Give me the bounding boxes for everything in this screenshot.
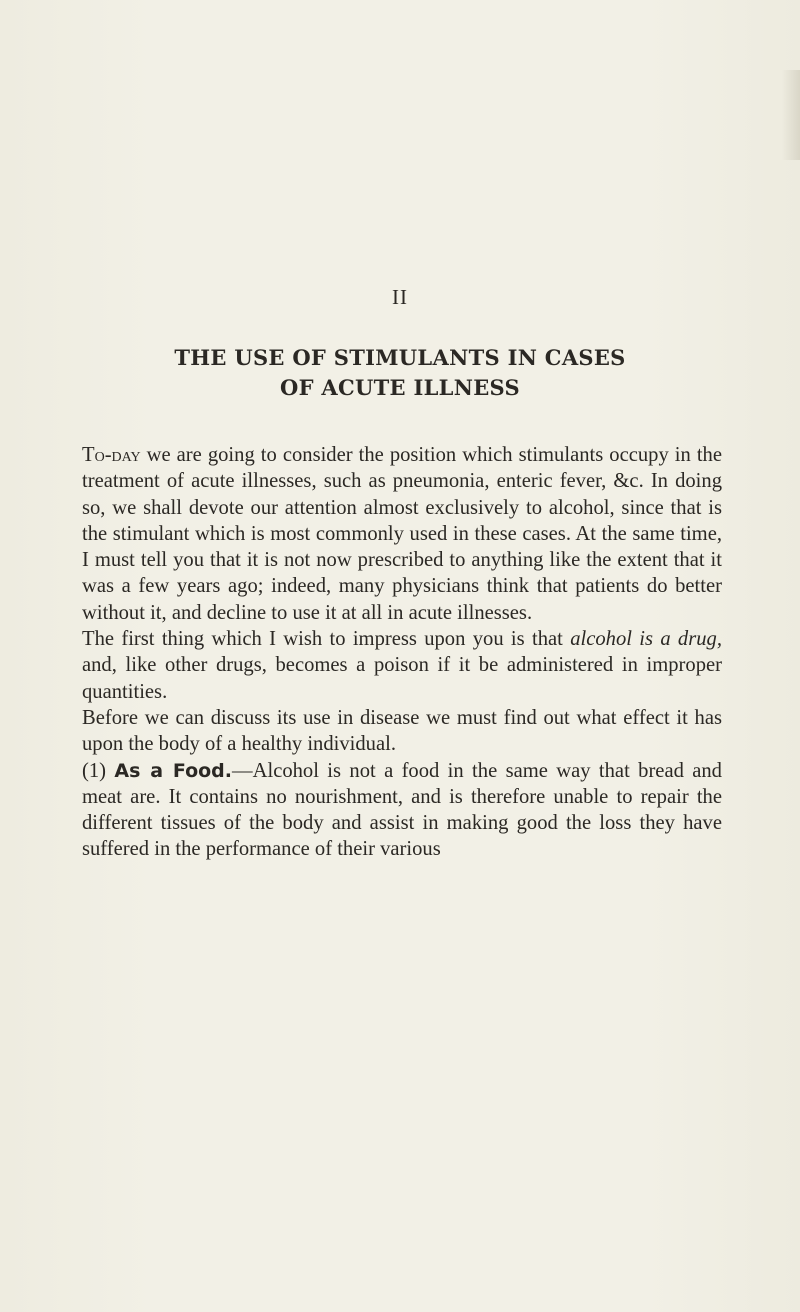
page-edge-shadow [782, 70, 800, 160]
paragraph-1-lead: To-day [82, 444, 141, 466]
paragraph-2-emphasis: alcohol is a drug, [570, 628, 722, 651]
chapter-number: II [392, 285, 408, 309]
chapter-title [40, 343, 760, 403]
section-heading: As a Food. [114, 759, 232, 782]
paragraph-2-text-after: and, like other drugs, becomes a poison if it be administered in improper quantities. [82, 654, 722, 703]
paragraph-4 [82, 758, 722, 863]
paragraph-1 [82, 442, 722, 626]
chapter-title-line-1: THE USE OF STIMULANTS IN CASES [174, 345, 626, 370]
paragraph-3: Before we can discuss its use in disease we must find out what effect it has upon the body of a healthy individual. [82, 706, 722, 756]
paragraph-4-text: —Alcohol is not a food in the same way that bread and meat are. It contains no nourishment, and is therefore unable to repair the different tissues of the body and assist in making good the loss they have suffered in the performance of their various [82, 759, 722, 861]
paragraph-1-text: we are going to consider the position which stimulants occupy in the treatment of acute illnesses, such as pneumonia, enteric fever, &c. In doing so, we shall devote our attention almost exclusively to alcohol, since that is the stimulant which is most commonly used in these cases. At the same time, I must tell you that it is not now prescribed to anything like the extent that it was a few years ago; indeed, many physicians think that patients do better without it, and decline to use it at all in acute illnesses. [82, 444, 722, 624]
body-text [82, 442, 722, 863]
paragraph-2-text-before: The first thing which I wish to impress upon you is that [82, 628, 571, 651]
section-number: (1) [82, 759, 115, 782]
paragraph-2 [82, 626, 722, 705]
chapter-title-line-2: OF ACUTE ILLNESS [279, 375, 520, 400]
